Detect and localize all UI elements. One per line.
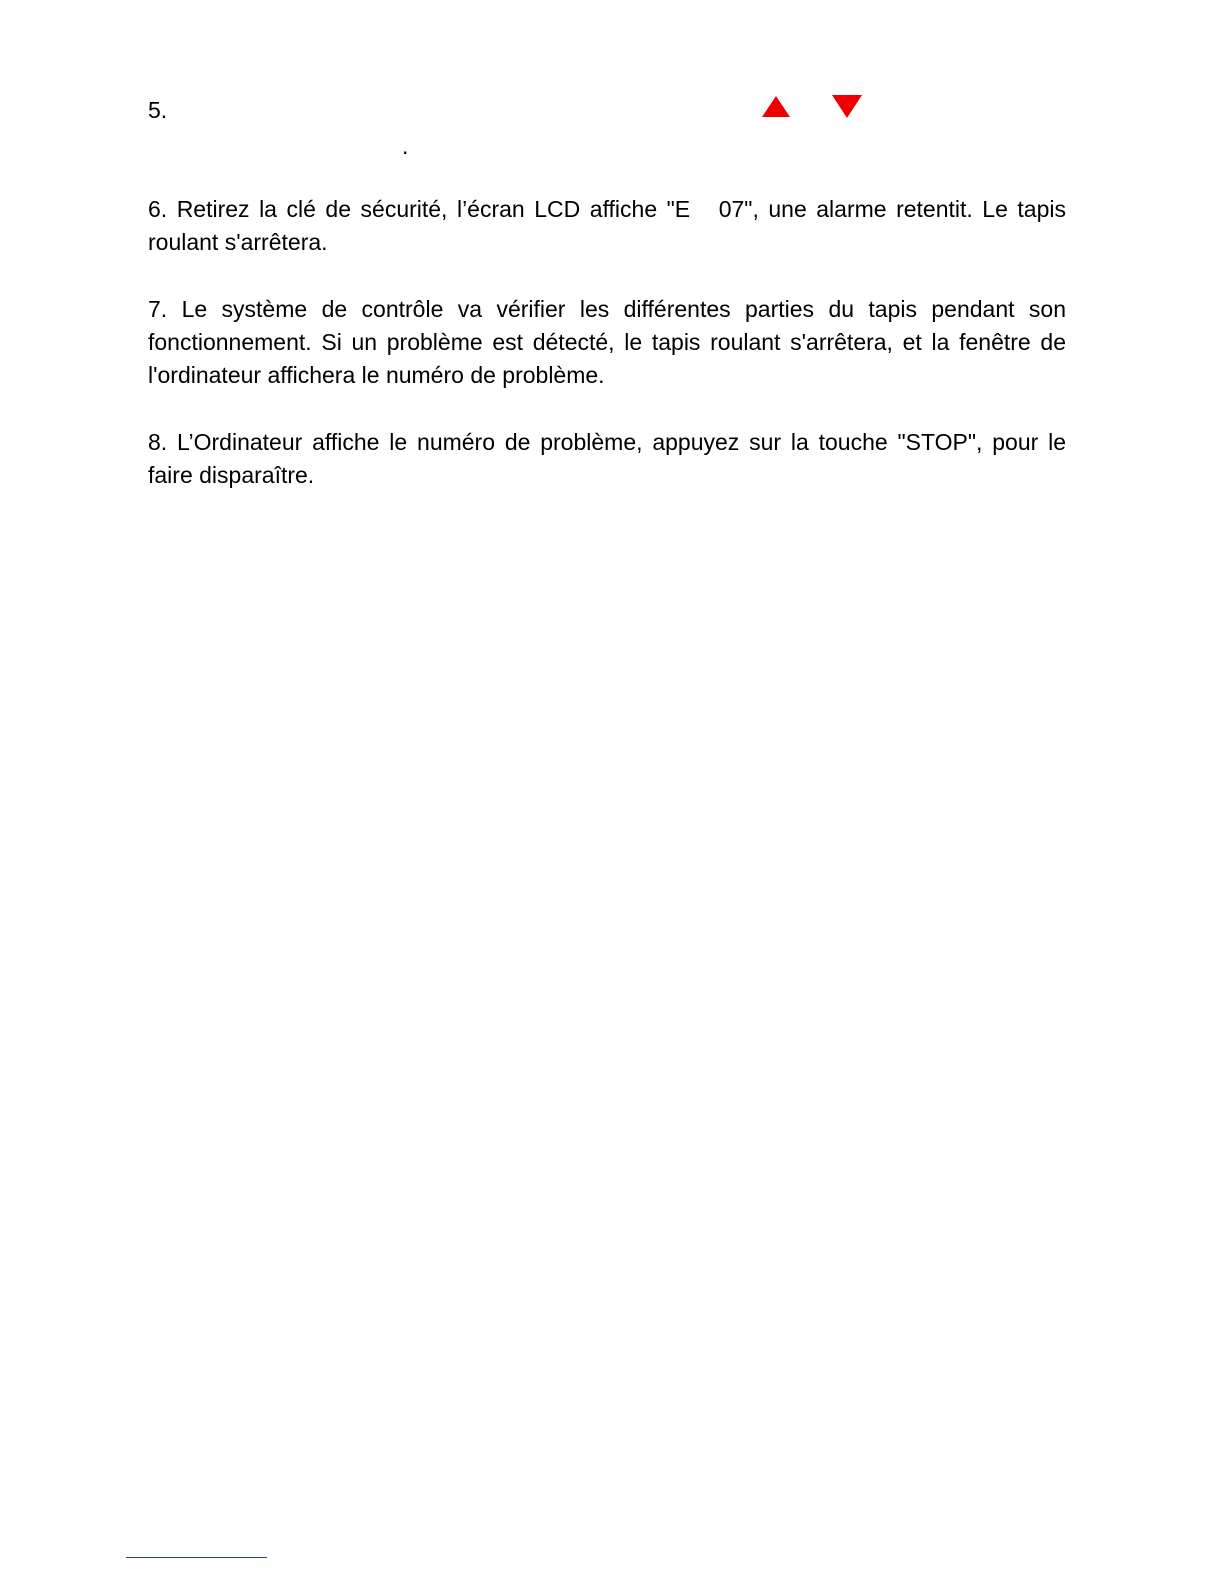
- arrow-up-icon: [762, 96, 790, 117]
- paragraph-item-6: 6. Retirez la clé de sécurité, l’écran LCD affiche "E 07", une alarme retentit. Le tapis roulant s'arrêtera.: [148, 196, 1073, 255]
- item-5-trailing-dot: .: [402, 133, 409, 159]
- paragraph-item-7: 7. Le système de contrôle va vérifier les différentes parties du tapis pendant son fonctionnement. Si un problème est détecté, le tapis roulant s'arrêtera, et la fenêtre de l'ordinateur affichera le numéro de problème.: [148, 296, 1066, 388]
- paragraph-item-8: 8. L’Ordinateur affiche le numéro de problème, appuyez sur la touche "STOP", pour le faire disparaître.: [148, 429, 1066, 488]
- footnote-separator: [126, 1557, 267, 1558]
- item-5-number: 5.: [148, 97, 168, 123]
- arrow-down-icon: [832, 95, 862, 118]
